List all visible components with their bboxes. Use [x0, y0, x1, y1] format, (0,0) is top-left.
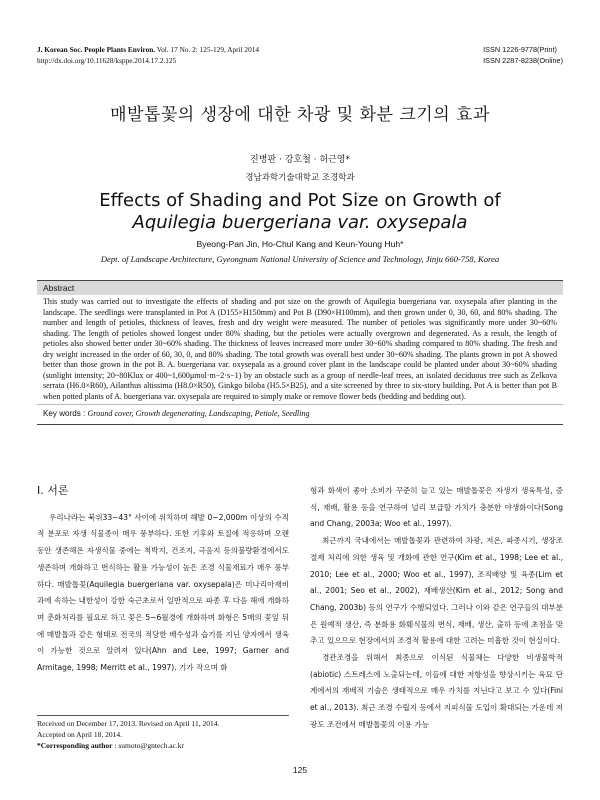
keywords-label: Key words :: [43, 409, 88, 418]
right-paragraph-2: 최근까지 국내에서는 매발톱꽃과 관련하여 차광, 저온, 파종시기, 생장조절제 처리에 의한 생육 및 개화에 관한 연구(Kim et al., 1998; Lee et al., 2010; Lee et al., 2000; Woo et al., 1997), 조직배양 및 육종(Lim et al., 2001; Seo et al., 2002), 재배생산(Kim et al., 2012; Song and Chang, 2003b) 등의 연구가 수행되었다. 그러나 이와 같은 연구들의 대부분은 원예적 생산, 즉 분화용 화훼식물의 번식, 재배, 생산, 출하 등에 초점을 맞추고 있으므로 현장에서의 조경적 활용에 대한 고려는 미흡한 것이 현실이다.: [310, 536, 563, 646]
journal-volume: Vol. 17 No. 2: 125-129, April 2014: [155, 45, 260, 54]
abstract-heading: Abstract: [37, 281, 563, 295]
left-column: [37, 483, 289, 677]
accepted-date: Accepted on April 18, 2014.: [37, 730, 122, 739]
journal-header: [37, 44, 563, 66]
abstract-text: This study was carried out to investigate the effects of shading and pot size on the growth of Aquilegia buergeriana var. oxysepala after planting in the landscape. The seedlings were transplanted in Pot A (D155×H150mm) and Pot B (D90×H100mm), and then grown under 0, 30, 60, and 80% shading. The number and length of petioles, thickness of leaves, fresh and dry weight were measured. The number of petioles was significantly more under 30~60% shading. The length of petioles showed longest under 80% shading, but the petioles were actually overgrown and degenerated. As a result, the length of petioles also showed better under 30~60% shading. The thickness of leaves increased more under 30~60% shading compared to 80% shading. The fresh and dry weight increased in the order of 60, 30, 0, and 80% shading. The total growth was overall best under 30~60% shading. The plants grown in pot A showed better than those grown in the pot B. A. buergeriana var. oxysepala as a ground cover plant in the landscape could be planted under about 30~60% shading (sunlight intensity; 20~80Klux or 400~1,600μmol·m−2·s−1) by an obstacle such as a group of needle-leaf trees, an isolated deciduous tree such as Zelkova serrata (H6.0×R60), Ailanthus altissima (H8.0×R50), Ginkgo biloba (H5.5×B25), and a site screened by three to six-story building. Pot A is better than pot B when potted plants of A. buergeriana var. oxysepala are required to simply make or remove flower beds (bedding and bedding out).: [43, 297, 557, 401]
right-paragraph-3: 경관조경을 위해서 최종으로 이식된 식물체는 다양한 비생물학적(abiotic) 스트레스에 노출되는데, 이들에 대한 저항성을 향상시키는 육묘 단계에서의 재배적 기술은 생태적으로 매우 가치를 지닌다고 보고 수 있다(Fini et al., 2013). 최근 조경 수립지 등에서 지피식물 도입이 확대되는 가운데 저광도 조건에서 매발톱꽃의 이용 가능: [310, 653, 563, 729]
section-title: Ⅰ. 서론: [37, 484, 69, 497]
keywords-value: Ground cover, Growth degenerating, Landscaping, Petiole, Seedling: [87, 409, 310, 418]
corresponding-email[interactable]: : sumoto@gntech.ac.kr: [114, 741, 184, 750]
issn-print: ISSN 1226-9778(Print): [483, 45, 557, 54]
abstract-box: [37, 280, 563, 425]
korean-authors: 진병판 · 강호철 · 허근영*: [250, 155, 350, 165]
korean-affiliation: 경남과학기술대학교 조경학과: [245, 173, 355, 183]
right-column: [310, 483, 563, 734]
korean-title: 매발톱꽃의 생장에 대한 차광 및 화분 크기의 효과: [110, 105, 490, 125]
english-affiliation: Dept. of Landscape Architecture, Gyeongnam National University of Science and Technology, Jinju 660-758, Korea: [100, 254, 500, 264]
doi-link[interactable]: http://dx.doi.org/10.11628/ksppe.2014.17.2.125: [37, 56, 177, 65]
keywords: [37, 404, 563, 424]
corresponding-label: *Corresponding author: [37, 741, 113, 750]
english-title-line1: Effects of Shading and Pot Size on Growth of: [99, 190, 501, 211]
received-date: Received on December 17, 2013. Revised on April 11, 2014.: [37, 719, 220, 728]
footnote: [37, 715, 289, 751]
issn-online: ISSN 2287-8238(Online): [483, 56, 563, 65]
english-title: [0, 190, 600, 234]
journal-name: J. Korean Soc. People Plants Environ.: [37, 45, 156, 54]
left-paragraph: 우리나라는 북위33~43° 사이에 위치하며 해발 0~2,000m 이상의 수직적 분포로 자생 식물종이 매우 풍부하다. 또한 기후와 토질에 적응하며 오랜 동안 생존해온 자생식물 중에는 척박지, 건조지, 극음지 등의불량환경에서도 생존하며 개화하고 번식하는 활용 가능성이 높은 조경 식물재료가 매우 풍부하다. 매발톱꽃(Aquilegia buergeriana var. oxysepala)은 미나리아재비과에 속하는 내한성이 강한 숙근초로서 일반적으로 파종 후 다음 해에 개화하며 춘화처리를 필요로 하고 꽃은 5~6월경에 개화하며 화형은 5매의 꽃잎 뒤에 매발톱과 같은 형태로 전국의 적당한 배수성과 습기를 지닌 양지에서 생육이 가능한 것으로 알려져 있다(Ahn and Lee, 1997; Garner and Armitage, 1998; Merritt et al., 1997). 기가 작으며 화: [37, 512, 289, 673]
english-authors: Byeong-Pan Jin, Ho-Chul Kang and Keun-Young Huh*: [196, 239, 404, 249]
english-title-line2: Aquilegia buergeriana var. oxysepala: [132, 212, 468, 233]
page-number: 125: [292, 765, 308, 775]
right-paragraph-1: 형과 화색이 좋아 소비가 꾸준히 늘고 있는 매발톱꽃은 자생지 생육특성, 증식, 재배, 활용 등을 연구하여 널리 보급할 가치가 충분한 야생화이다(Song and Chang, 2003a; Woo et al., 1997).: [310, 486, 563, 529]
